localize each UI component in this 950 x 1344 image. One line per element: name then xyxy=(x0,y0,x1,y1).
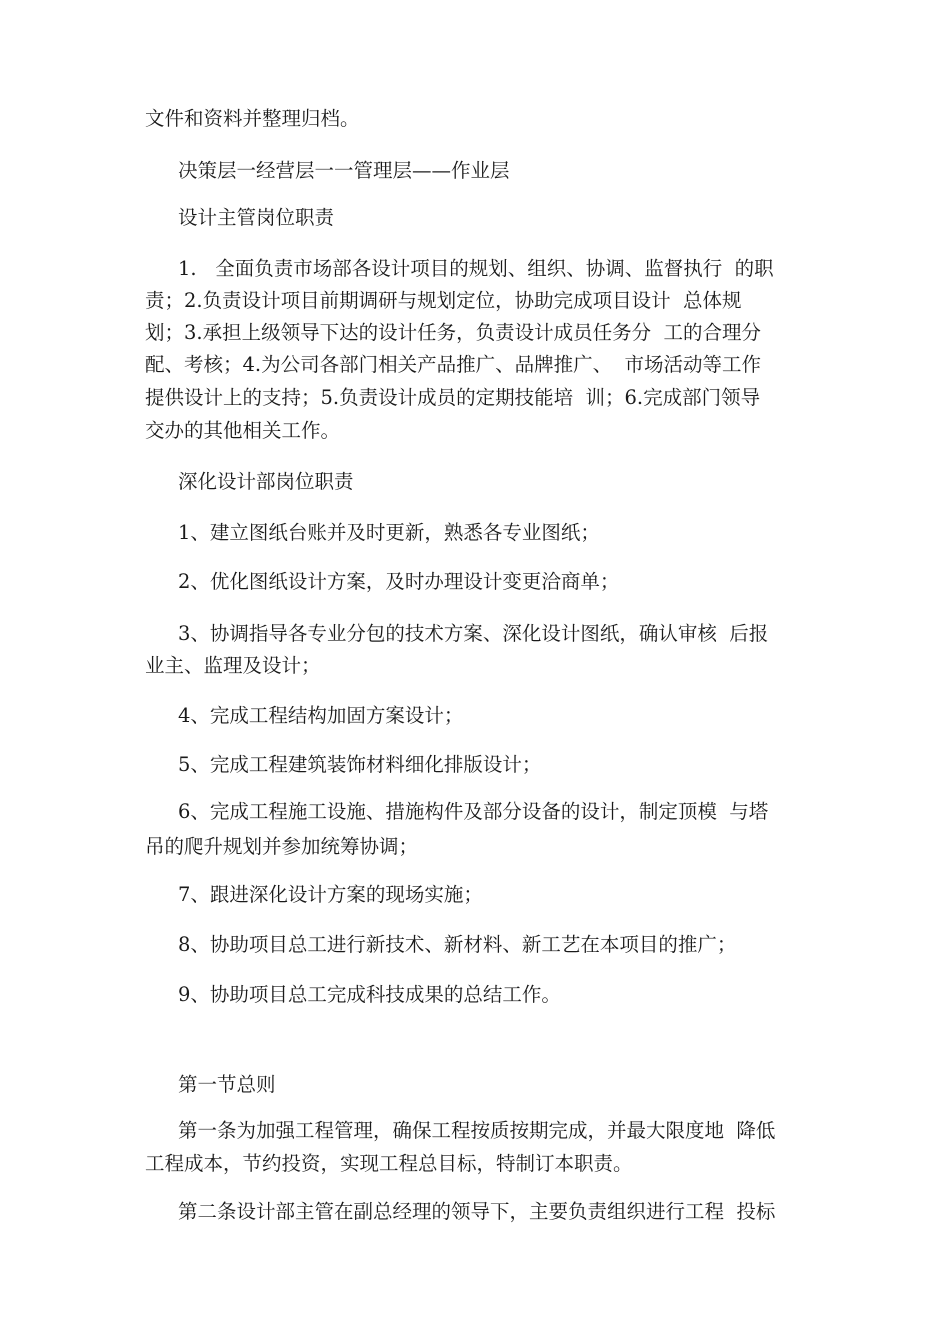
paragraph-line: 吊的爬升规划并参加统筹协调； xyxy=(145,835,419,858)
paragraph-line: 责；2.负责设计项目前期调研与规划定位，协助完成项目设计 总体规 xyxy=(145,289,742,312)
list-item-7: 7、跟进深化设计方案的现场实施； xyxy=(178,883,483,906)
para-article-two: 第二条设计部主管在副总经理的领导下，主要负责组织进行工程 投标 xyxy=(178,1200,776,1223)
paragraph-line: 3、协调指导各专业分包的技术方案、深化设计图纸，确认审核 后报 xyxy=(178,622,769,645)
list-item-1: 1、建立图纸台账并及时更新，熟悉各专业图纸； xyxy=(178,521,600,544)
paragraph-line: 划；3.承担上级领导下达的设计任务，负责设计成员任务分 工的合理分 xyxy=(145,321,762,344)
paragraph-line: 业主、监理及设计； xyxy=(145,654,321,677)
heading-detailed-design: 深化设计部岗位职责 xyxy=(178,470,354,493)
paragraph-line: 第一条为加强工程管理，确保工程按质按期完成，并最大限度地 降低 xyxy=(178,1119,776,1142)
para-hierarchy: 决策层一经营层一一管理层——作业层 xyxy=(178,159,510,182)
list-item-2: 2、优化图纸设计方案，及时办理设计变更洽商单； xyxy=(178,570,620,593)
list-item-5: 5、完成工程建筑装饰材料细化排版设计； xyxy=(178,753,542,776)
paragraph-line: 交办的其他相关工作。 xyxy=(145,419,341,442)
paragraph-line: 工程成本，节约投资，实现工程总目标，特制订本职责。 xyxy=(145,1152,633,1175)
list-item-9: 9、协助项目总工完成科技成果的总结工作。 xyxy=(178,983,561,1006)
paragraph-line: 配、考核；4.为公司各部门相关产品推广、品牌推广、 市场活动等工作 xyxy=(145,353,762,376)
heading-section-one: 第一节总则 xyxy=(178,1073,276,1096)
paragraph-line: 1. 全面负责市场部各设计项目的规划、组织、协调、监督执行 的职 xyxy=(178,257,774,280)
paragraph-line: 6、完成工程施工设施、措施构件及部分设备的设计，制定顶模 与塔 xyxy=(178,800,769,823)
list-item-4: 4、完成工程结构加固方案设计； xyxy=(178,704,464,727)
paragraph-line: 提供设计上的支持；5.负责设计成员的定期技能培 训；6.完成部门领导 xyxy=(145,386,761,409)
para-continued-text: 文件和资料并整理归档。 xyxy=(145,107,360,130)
list-item-8: 8、协助项目总工进行新技术、新材料、新工艺在本项目的推广； xyxy=(178,933,737,956)
heading-design-supervisor: 设计主管岗位职责 xyxy=(178,206,335,229)
